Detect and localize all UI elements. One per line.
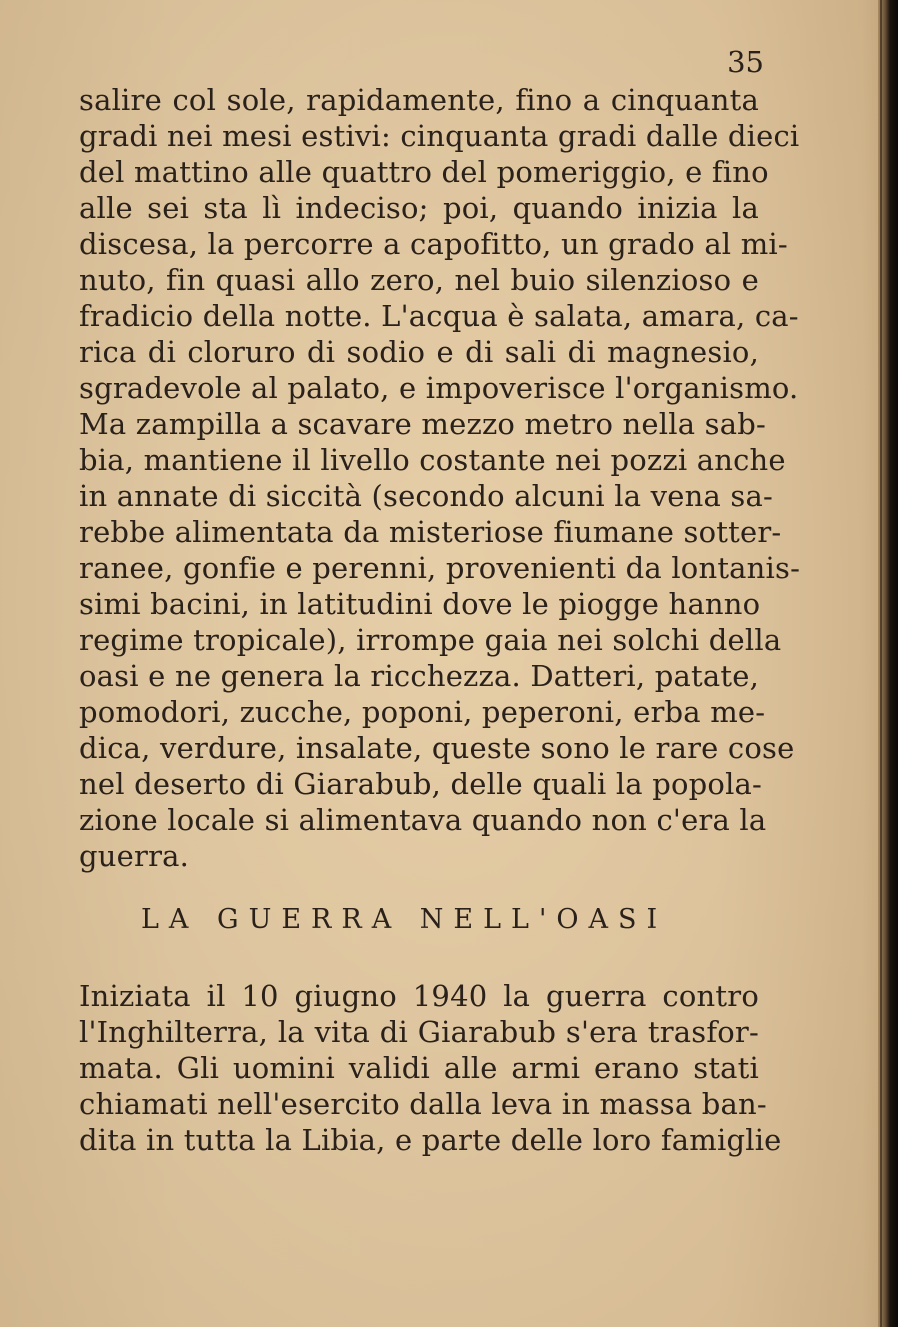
text-line: rebbe alimentata da misteriose fiumane sotter- [79,515,782,549]
text-line: alle sei sta lì indeciso; poi, quando inizia la [79,191,759,225]
page-number: 35 [727,45,764,79]
text-line: ranee, gonfie e perenni, provenienti da lontanis- [79,551,801,585]
text-line: discesa, la percorre a capofitto, un grado al mi- [79,227,788,261]
text-line: rica di cloruro di sodio e di sali di magnesio, [79,335,759,369]
text-line: gradi nei mesi estivi: cinquanta gradi dalle dieci [79,119,800,153]
text-line: simi bacini, in latitudini dove le piogge hanno [79,587,761,621]
text-line: salire col sole, rapidamente, fino a cinquanta [79,83,759,117]
text-line: pomodori, zucche, poponi, peperoni, erba me- [79,695,766,729]
text-line: regime tropicale), irrompe gaia nei solchi della [79,623,782,657]
text-line: chiamati nell'esercito dalla leva in massa ban- [79,1087,767,1121]
text-line: oasi e ne genera la ricchezza. Datteri, patate, [79,659,759,693]
text-line: Ma zampilla a scavare mezzo metro nella sab- [79,407,766,441]
binding-shadow-line [880,0,882,1327]
text-line: nel deserto di Giarabub, delle quali la popola- [79,767,763,801]
text-line: in annate di siccità (secondo alcuni la vena sa- [79,479,773,513]
text-line: sgradevole al palato, e impoverisce l'organismo. [79,371,799,405]
text-line: del mattino alle quattro del pomeriggio, e fino [79,155,769,189]
text-line: fradicio della notte. L'acqua è salata, amara, ca- [79,299,799,333]
text-line: Iniziata il 10 giugno 1940 la guerra contro [79,979,759,1013]
text-line: bia, mantiene il livello costante nei pozzi anche [79,443,786,477]
text-line: zione locale si alimentava quando non c'era la [79,803,767,837]
text-line: dica, verdure, insalate, queste sono le rare cose [79,731,795,765]
text-line: nuto, fin quasi allo zero, nel buio silenzioso e [79,263,759,297]
text-line: mata. Gli uomini validi alle armi erano stati [79,1051,759,1085]
section-heading: LA GUERRA NELL'OASI [141,904,668,935]
text-line: dita in tutta la Libia, e parte delle loro famiglie [79,1123,782,1157]
text-line: l'Inghilterra, la vita di Giarabub s'era trasfor- [79,1015,759,1049]
text-line: guerra. [79,839,190,873]
